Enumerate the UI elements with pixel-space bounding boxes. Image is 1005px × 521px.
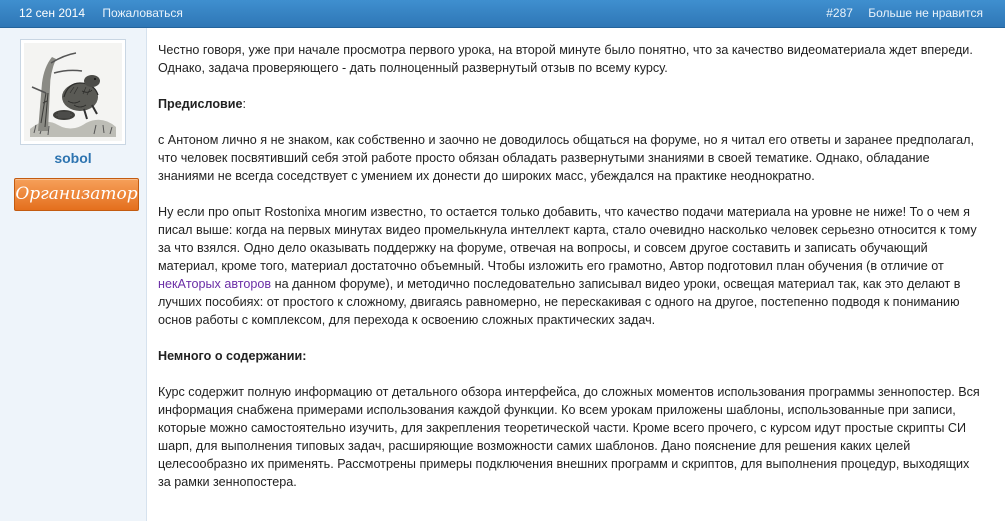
post-number-link[interactable]: #287 xyxy=(826,6,853,20)
beaver-engraving-icon xyxy=(24,43,122,141)
user-title-badge: Организатор xyxy=(14,178,139,211)
paragraph-preface: с Антоном лично я не знаком, как собственно и заочно не доводилось общаться на форуме, но я читал его ответы и заранее предполагал, что человек посвятивший себя этой работе просто обязан обладать развернутыми знаниями в своей тематике. Однако, обладание знаниями не всегда соседствует с умением их донести до широких масс, убеждался на практике неоднократно. xyxy=(158,133,974,183)
heading-preface-colon: : xyxy=(242,97,247,111)
post-date: 12 сен 2014 xyxy=(19,6,86,20)
authors-link[interactable]: некAторых авторов xyxy=(158,277,272,291)
heading-preface-line xyxy=(158,95,980,113)
user-sidebar xyxy=(0,28,147,521)
paragraph-experience-part1: Ну если про опыт Rostonixa многим известно, то остается только добавить, что качество подачи материала на уровне не ниже! То о чем я писал выше: когда на первых минутах видео промелькнула интеллект карта, стало очевидно насколько человек серьезно относится к тому за что взялся. Одно дело оказывать поддержку на форуме, отвечая на вопросы, и совсем другое составить и записать обучающий материал, кроме того, материал достаточно объемный. Чтобы изложить его грамотно, Автор подготовил план обучения (в отличие от xyxy=(158,205,977,273)
post-body xyxy=(158,41,980,509)
paragraph-experience-part2: на данном форуме), и методично последовательно записывал видео уроки, освещая материал так, как это делают в лучших пособиях: от простого к сложному, двигаясь равномерно, не перескакивая с одного на другое, постепенно подводя к пониманию основ работы с комплексом, для перехода к освоению сложных практических задач. xyxy=(158,277,961,327)
report-link[interactable]: Пожаловаться xyxy=(102,6,183,20)
avatar[interactable] xyxy=(20,39,126,145)
username-link[interactable]: sobol xyxy=(54,150,92,166)
paragraph-experience xyxy=(158,203,980,329)
unlike-link[interactable]: Больше не нравится xyxy=(868,6,983,20)
post-meta-left xyxy=(19,0,197,27)
post-header-bar xyxy=(0,0,1005,28)
paragraph-intro: Честно говоря, уже при начале просмотра первого урока, на второй минуте было понятно, что за качество видеоматериала ждет впереди. Однако, задача проверяющего - дать полноценный развернутый отзыв по всему курсу. xyxy=(158,43,973,75)
heading-contents: Немного о содержании: xyxy=(158,349,307,363)
heading-preface: Предисловие xyxy=(158,97,243,111)
paragraph-contents: Курс содержит полную информацию от детального обзора интерфейса, до сложных моментов использования программы зеннопостер. Вся информация снабжена примерами использования каждой функции. Ко всем урокам приложены шаблоны, использованные при записи, которые можно самостоятельно изучить, для закрепления теоретической части. Кроме всего прочего, с курсом идут простые скрипты СИ шарп, для выполнения типовых задач, расширяющие возможности самих шаблонов. Дано пояснение для решения каких целей целесообразно их применять. Рассмотрены примеры подключения внешних программ и скриптов, для выполнения процедур, выходящих за рамки зеннопостера. xyxy=(158,385,980,489)
post-meta-right xyxy=(814,0,983,27)
